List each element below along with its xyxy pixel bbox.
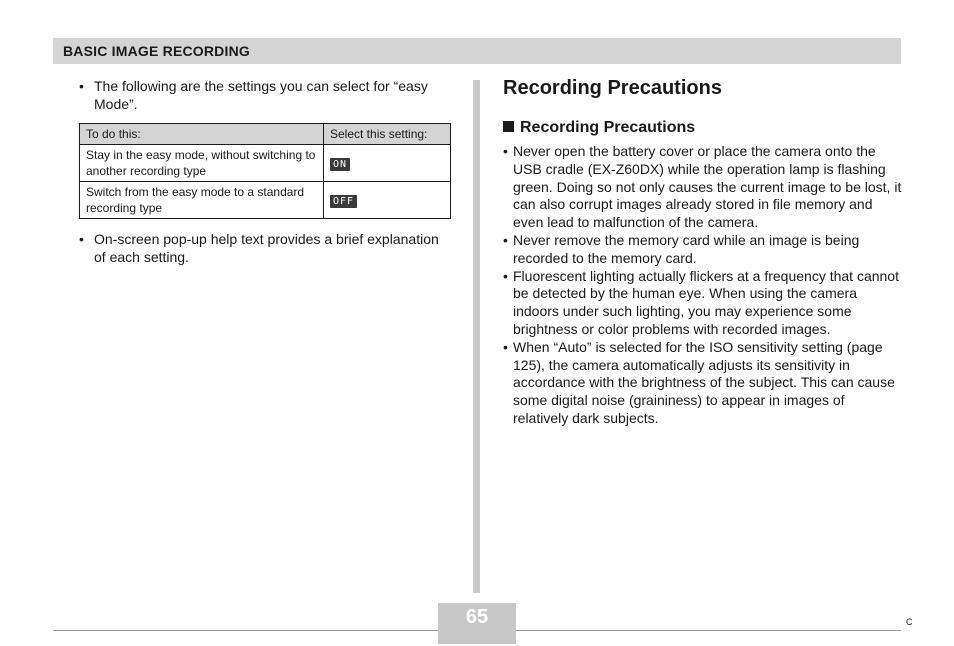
precautions-list <box>503 143 903 428</box>
chapter-title: BASIC IMAGE RECORDING <box>63 43 250 59</box>
table-cell-setting <box>324 182 451 219</box>
table-row <box>80 145 451 182</box>
section-title: Recording Precautions <box>503 77 722 99</box>
page-number: 65 <box>465 606 489 628</box>
list-item-text: Never open the battery cover or place the camera onto the USB cradle (EX-Z60DX) while the operation lamp is flashing green. Doing so not only causes the current image to be lost, it can also corrupt images already stored in file memory and even lead to malfunction of the camera. <box>513 143 902 231</box>
list-item-text: When “Auto” is selected for the ISO sensitivity setting (page 125), the camera automatically adjusts its sensitivity in accordance with the brightness of the subject. This can cause some digital noise (graininess) to appear in images of relatively dark subjects. <box>513 338 895 426</box>
sub-title-text: Recording Precautions <box>520 119 696 136</box>
list-item <box>503 339 903 428</box>
right-column <box>503 76 903 428</box>
bullet-dot-icon: • <box>79 78 84 94</box>
bullet-dot-icon: • <box>503 143 508 159</box>
corner-mark: C <box>906 617 913 627</box>
intro-text: The following are the settings you can select for “easy Mode”. <box>94 78 428 112</box>
intro-bullet <box>79 78 451 113</box>
list-item <box>503 268 903 339</box>
sub-title <box>503 118 903 138</box>
bullet-dot-icon: • <box>503 338 508 355</box>
bullet-dot-icon: • <box>503 267 508 284</box>
list-item-text: Fluorescent lighting actually flickers at a frequency that cannot be detected by the human eye. When using the camera indoors under such lighting, you may experience some brightness or color problems with recorded images. <box>513 267 899 337</box>
header-bar <box>53 38 901 64</box>
off-setting-icon: OFF <box>330 195 357 208</box>
bullet-dot-icon: • <box>503 231 508 248</box>
column-divider <box>473 80 480 593</box>
settings-table <box>79 123 451 219</box>
bullet-dot-icon: • <box>79 231 84 247</box>
table-cell-setting <box>324 145 451 182</box>
list-item <box>503 232 903 268</box>
on-setting-icon: ON <box>330 158 350 171</box>
table-cell-action: Switch from the easy mode to a standard recording type <box>80 182 324 219</box>
table-header-action: To do this: <box>80 124 324 145</box>
page-number-box <box>438 603 516 644</box>
table-cell-action: Stay in the easy mode, without switching to another recording type <box>80 145 324 182</box>
table-row <box>80 182 451 219</box>
help-bullet <box>79 231 451 266</box>
table-header-setting: Select this setting: <box>324 124 451 145</box>
left-column <box>79 78 451 266</box>
list-item-text: Never remove the memory card while an image is being recorded to the memory card. <box>513 231 860 266</box>
list-item <box>503 143 903 232</box>
black-square-icon <box>503 121 514 132</box>
table-header-row <box>80 124 451 145</box>
help-text: On-screen pop-up help text provides a brief explanation of each setting. <box>94 231 439 265</box>
